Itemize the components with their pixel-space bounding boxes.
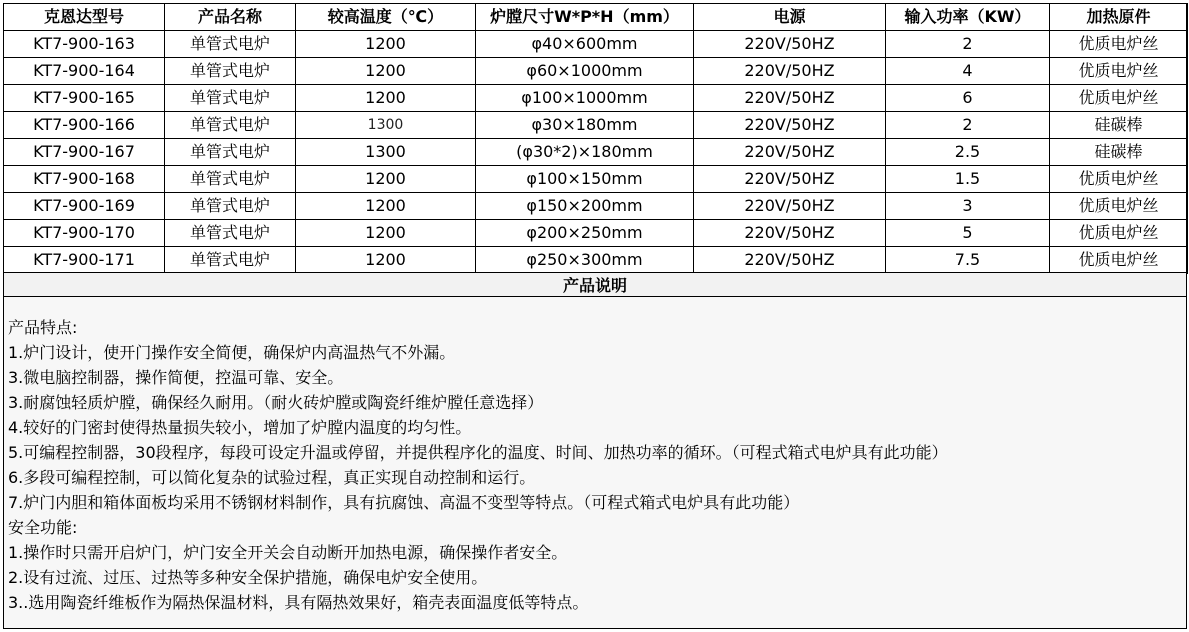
cell-power-supply: 220V/50HZ	[694, 220, 886, 247]
cell-max-temp: 1200	[296, 166, 476, 193]
cell-chamber-size: φ200×250mm	[476, 220, 694, 247]
table-row	[4, 166, 1188, 193]
table-row	[4, 247, 1188, 274]
table-row	[4, 112, 1188, 139]
cell-input-power: 4	[886, 58, 1050, 85]
cell-power-supply: 220V/50HZ	[694, 247, 886, 274]
cell-chamber-size: φ60×1000mm	[476, 58, 694, 85]
safety-line: 3..选用陶瓷纤维板作为隔热保温材料，具有隔热效果好，箱壳表面温度低等特点。	[8, 593, 589, 612]
feature-line: 1.炉门设计，使开门操作安全简便，确保炉内高温热气不外漏。	[8, 343, 456, 362]
cell-model: KT7-900-168	[4, 166, 165, 193]
cell-power-supply: 220V/50HZ	[694, 166, 886, 193]
col-header-model: 克恩达型号	[4, 4, 165, 31]
cell-power-supply: 220V/50HZ	[694, 31, 886, 58]
cell-max-temp: 1200	[296, 31, 476, 58]
spec-table	[3, 3, 1188, 274]
table-row	[4, 193, 1188, 220]
cell-model: KT7-900-170	[4, 220, 165, 247]
cell-input-power: 2	[886, 31, 1050, 58]
table-row	[4, 139, 1188, 166]
feature-line: 5.可编程控制器，30段程序，每段可设定升温或停留，并提供程序化的温度、时间、加热功率的循环。（可程式箱式电炉具有此功能）	[8, 443, 948, 462]
cell-heating-element: 优质电炉丝	[1050, 220, 1188, 247]
safety-line: 1.操作时只需开启炉门，炉门安全开关会自动断开加热电源，确保操作者安全。	[8, 543, 568, 562]
table-row	[4, 31, 1188, 58]
cell-max-temp: 1200	[296, 193, 476, 220]
description-body	[3, 297, 1187, 629]
cell-max-temp: 1300	[296, 112, 476, 139]
feature-line: 6.多段可编程控制，可以简化复杂的试验过程，真正实现自动控制和运行。	[8, 468, 536, 487]
cell-product-name: 单管式电炉	[165, 31, 296, 58]
cell-chamber-size: φ100×150mm	[476, 166, 694, 193]
cell-power-supply: 220V/50HZ	[694, 58, 886, 85]
cell-heating-element: 优质电炉丝	[1050, 58, 1188, 85]
header-row	[4, 4, 1188, 31]
cell-model: KT7-900-165	[4, 85, 165, 112]
col-header-heating-element: 加热原件	[1050, 4, 1188, 31]
cell-product-name: 单管式电炉	[165, 220, 296, 247]
table-row	[4, 58, 1188, 85]
table-row	[4, 220, 1188, 247]
cell-input-power: 2.5	[886, 139, 1050, 166]
description-title: 产品说明	[3, 272, 1187, 297]
cell-product-name: 单管式电炉	[165, 166, 296, 193]
col-header-power-supply: 电源	[694, 4, 886, 31]
cell-model: KT7-900-167	[4, 139, 165, 166]
feature-line: 3.微电脑控制器，操作简便，控温可靠、安全。	[8, 368, 344, 387]
cell-input-power: 2	[886, 112, 1050, 139]
cell-max-temp: 1200	[296, 247, 476, 274]
cell-input-power: 3	[886, 193, 1050, 220]
cell-chamber-size: φ150×200mm	[476, 193, 694, 220]
cell-heating-element: 优质电炉丝	[1050, 85, 1188, 112]
cell-input-power: 6	[886, 85, 1050, 112]
cell-chamber-size: φ250×300mm	[476, 247, 694, 274]
cell-model: KT7-900-163	[4, 31, 165, 58]
cell-heating-element: 硅碳棒	[1050, 112, 1188, 139]
cell-max-temp: 1200	[296, 220, 476, 247]
cell-input-power: 7.5	[886, 247, 1050, 274]
cell-product-name: 单管式电炉	[165, 58, 296, 85]
table-row	[4, 85, 1188, 112]
cell-model: KT7-900-164	[4, 58, 165, 85]
cell-heating-element: 优质电炉丝	[1050, 247, 1188, 274]
cell-model: KT7-900-169	[4, 193, 165, 220]
cell-power-supply: 220V/50HZ	[694, 85, 886, 112]
cell-max-temp: 1300	[296, 139, 476, 166]
cell-heating-element: 优质电炉丝	[1050, 31, 1188, 58]
cell-chamber-size: (φ30*2)×180mm	[476, 139, 694, 166]
cell-model: KT7-900-171	[4, 247, 165, 274]
feature-line: 4.较好的门密封使得热量损失较小，增加了炉膛内温度的均匀性。	[8, 418, 472, 437]
safety-heading: 安全功能:	[8, 518, 78, 537]
cell-power-supply: 220V/50HZ	[694, 193, 886, 220]
feature-line: 3.耐腐蚀轻质炉膛，确保经久耐用。（耐火砖炉膛或陶瓷纤维炉膛任意选择）	[8, 393, 544, 412]
cell-max-temp: 1200	[296, 85, 476, 112]
cell-chamber-size: φ100×1000mm	[476, 85, 694, 112]
safety-line: 2.设有过流、过压、过热等多种安全保护措施，确保电炉安全使用。	[8, 568, 488, 587]
cell-product-name: 单管式电炉	[165, 193, 296, 220]
col-header-product-name: 产品名称	[165, 4, 296, 31]
cell-chamber-size: φ40×600mm	[476, 31, 694, 58]
cell-heating-element: 优质电炉丝	[1050, 166, 1188, 193]
cell-power-supply: 220V/50HZ	[694, 112, 886, 139]
cell-input-power: 5	[886, 220, 1050, 247]
cell-input-power: 1.5	[886, 166, 1050, 193]
feature-line: 7.炉门内胆和箱体面板均采用不锈钢材料制作，具有抗腐蚀、高温不变型等特点。（可程式箱式电炉具有此功能）	[8, 493, 800, 512]
cell-max-temp: 1200	[296, 58, 476, 85]
cell-product-name: 单管式电炉	[165, 85, 296, 112]
cell-power-supply: 220V/50HZ	[694, 139, 886, 166]
cell-model: KT7-900-166	[4, 112, 165, 139]
cell-product-name: 单管式电炉	[165, 247, 296, 274]
cell-product-name: 单管式电炉	[165, 112, 296, 139]
cell-product-name: 单管式电炉	[165, 139, 296, 166]
col-header-chamber-size: 炉膛尺寸W*P*H（mm）	[476, 4, 694, 31]
col-header-input-power: 输入功率（KW）	[886, 4, 1050, 31]
cell-heating-element: 优质电炉丝	[1050, 193, 1188, 220]
features-heading: 产品特点:	[8, 318, 78, 337]
cell-heating-element: 硅碳棒	[1050, 139, 1188, 166]
cell-chamber-size: φ30×180mm	[476, 112, 694, 139]
col-header-max-temp: 较高温度（℃）	[296, 4, 476, 31]
